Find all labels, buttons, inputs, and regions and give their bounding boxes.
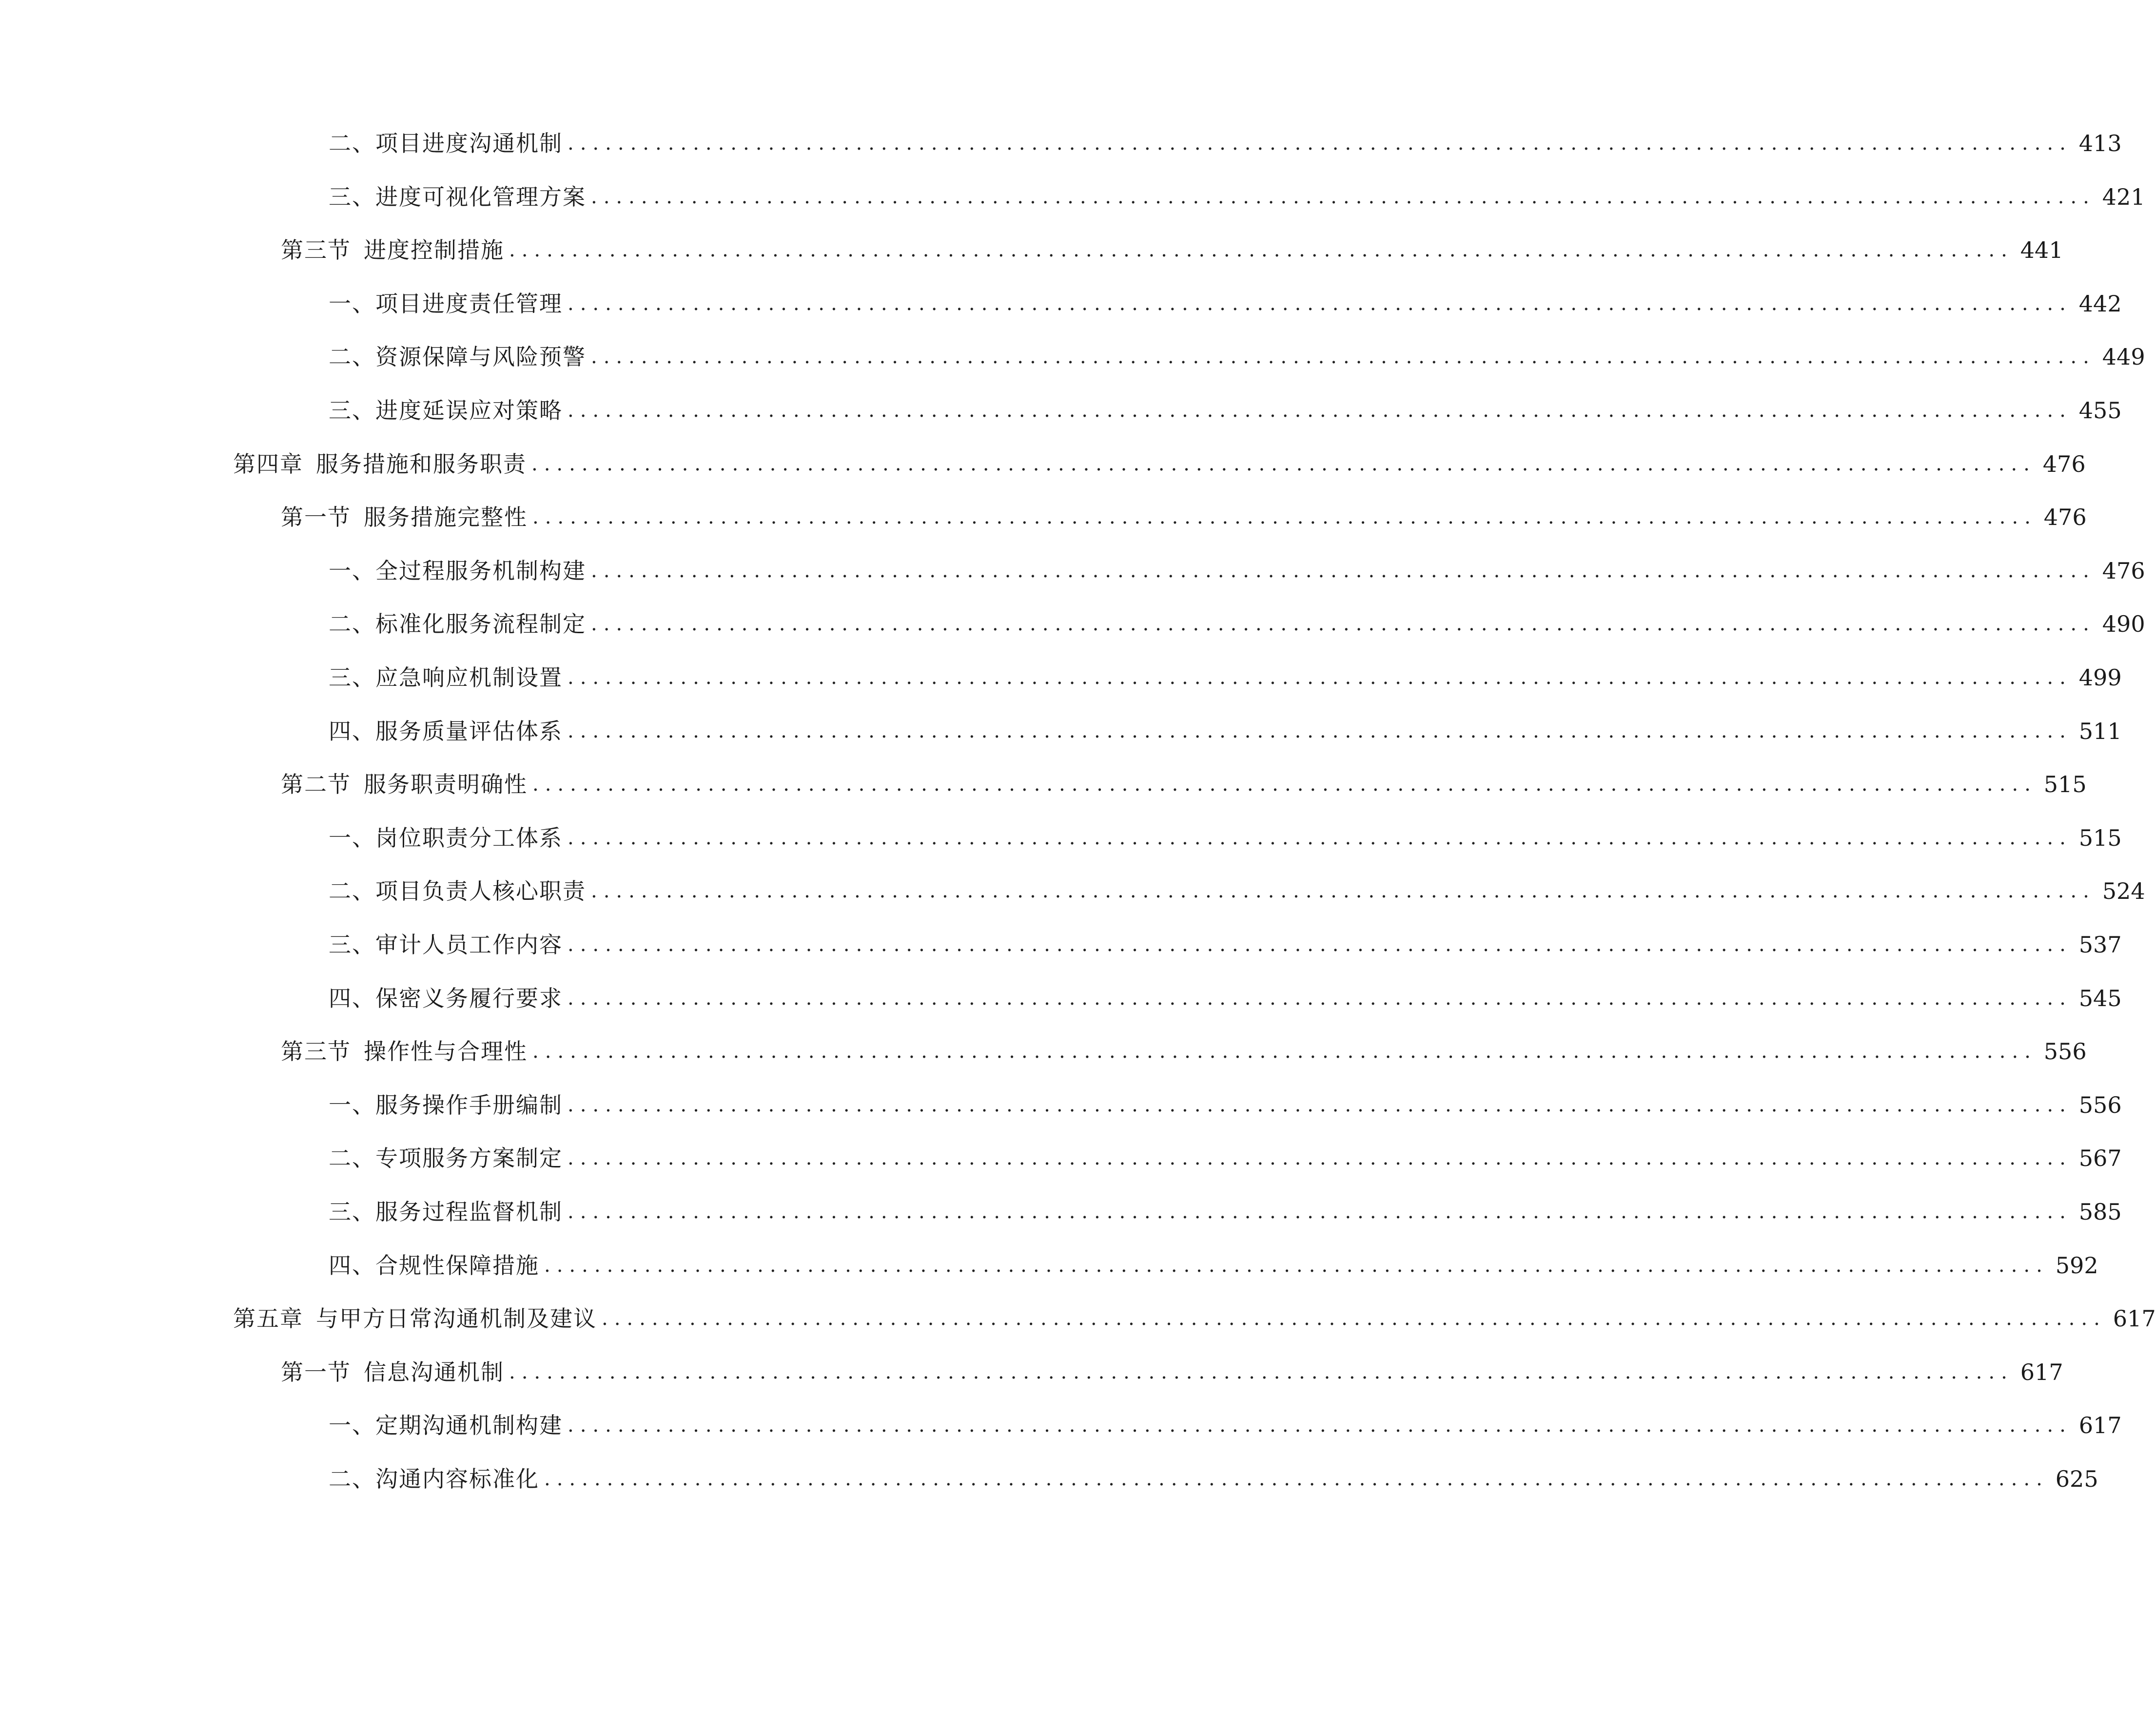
toc-entry-title: 信息沟通机制 (364, 1359, 504, 1385)
toc-entry-number: 二、 (329, 611, 375, 637)
toc-entry-number: 第二节 (281, 771, 351, 797)
toc-dot-leader: ........................................................................................................................ (544, 1468, 2049, 1490)
toc-dot-leader: ........................................................................................................................ (568, 666, 2072, 689)
toc-dot-leader: ........................................................................................................................ (591, 880, 2096, 902)
toc-entry-title: 服务操作手册编制 (375, 1092, 563, 1118)
toc-dot-leader: ........................................................................................................................ (568, 1094, 2072, 1116)
toc-entry[interactable] (0, 1246, 2098, 1285)
toc-entry-page: 617 (2078, 1412, 2122, 1438)
toc-entry-title: 服务措施和服务职责 (316, 451, 527, 477)
toc-entry[interactable] (0, 765, 2087, 804)
toc-entry-title: 进度可视化管理方案 (375, 184, 586, 210)
toc-dot-leader: ........................................................................................................................ (591, 186, 2096, 208)
toc-entry-number: 三、 (329, 664, 375, 691)
toc-entry-title: 专项服务方案制定 (375, 1145, 563, 1171)
toc-dot-leader: ........................................................................................................................ (568, 933, 2072, 956)
toc-entry[interactable] (0, 498, 2087, 537)
toc-dot-leader: ........................................................................................................................ (532, 1040, 2037, 1063)
toc-entry[interactable] (0, 1032, 2087, 1071)
toc-dot-leader: ........................................................................................................................ (568, 1147, 2072, 1169)
toc-entry-number: 三、 (329, 932, 375, 958)
toc-entry-title: 标准化服务流程制定 (375, 611, 586, 637)
toc-entry-page: 449 (2102, 344, 2145, 370)
toc-dot-leader: ........................................................................................................................ (532, 506, 2037, 528)
toc-dot-leader: ........................................................................................................................ (568, 292, 2072, 315)
toc-entry[interactable] (0, 872, 2145, 911)
toc-dot-leader: ........................................................................................................................ (591, 346, 2096, 368)
toc-entry-page: 413 (2078, 130, 2122, 156)
toc-entry[interactable] (0, 925, 2122, 964)
toc-entry-page: 625 (2055, 1466, 2098, 1492)
toc-dot-leader: ........................................................................................................................ (568, 987, 2072, 1010)
toc-entry[interactable] (0, 124, 2122, 163)
toc-dot-leader: ........................................................................................................................ (591, 613, 2096, 635)
toc-entry[interactable] (0, 1192, 2122, 1231)
toc-entry-page: 490 (2102, 611, 2145, 637)
toc-dot-leader: ........................................................................................................................ (568, 827, 2072, 849)
toc-entry-page: 545 (2078, 985, 2122, 1011)
toc-entry-title: 应急响应机制设置 (375, 664, 563, 691)
toc-entry-title: 全过程服务机制构建 (375, 558, 586, 584)
toc-entry-number: 一、 (329, 1092, 375, 1118)
toc-entry-number: 二、 (329, 344, 375, 370)
toc-entry-title: 项目进度沟通机制 (375, 130, 563, 156)
toc-entry-title: 服务职责明确性 (364, 771, 528, 797)
toc-entry[interactable] (0, 1086, 2122, 1125)
toc-dot-leader: ........................................................................................................................ (602, 1307, 2106, 1330)
toc-entry-title: 进度控制措施 (364, 237, 504, 263)
toc-entry-page: 537 (2078, 932, 2122, 958)
toc-entry-number: 一、 (329, 1412, 375, 1438)
toc-entry-title: 服务过程监督机制 (375, 1199, 563, 1225)
toc-entry-page: 585 (2078, 1199, 2122, 1225)
toc-entry-title: 与甲方日常沟通机制及建议 (316, 1305, 597, 1332)
toc-entry[interactable] (0, 551, 2145, 590)
toc-entry-page: 592 (2055, 1252, 2098, 1279)
toc-entry-title: 合规性保障措施 (375, 1252, 539, 1279)
toc-entry-page: 476 (2042, 451, 2086, 477)
toc-entry-page: 567 (2078, 1145, 2122, 1171)
toc-entry-page: 556 (2078, 1092, 2122, 1118)
toc-entry[interactable] (0, 1299, 2156, 1338)
toc-entry[interactable] (0, 818, 2122, 857)
toc-entry-number: 第三节 (281, 237, 351, 263)
toc-dot-leader: ........................................................................................................................ (531, 453, 2036, 475)
toc-entry-title: 操作性与合理性 (364, 1038, 528, 1065)
toc-entry-page: 524 (2102, 878, 2145, 904)
toc-entry[interactable] (0, 177, 2145, 216)
toc-entry-title: 项目负责人核心职责 (375, 878, 586, 904)
toc-entry-page: 617 (2020, 1359, 2063, 1385)
toc-entry-number: 第一节 (281, 1359, 351, 1385)
toc-dot-leader: ........................................................................................................................ (568, 1201, 2072, 1223)
toc-entry[interactable] (0, 1139, 2122, 1178)
toc-entry[interactable] (0, 658, 2122, 697)
toc-entry[interactable] (0, 445, 2086, 484)
toc-entry-number: 四、 (329, 985, 375, 1011)
toc-entry-number: 四、 (329, 1252, 375, 1279)
toc-entry-number: 二、 (329, 1145, 375, 1171)
toc-entry-page: 515 (2078, 825, 2122, 851)
toc-entry-number: 一、 (329, 558, 375, 584)
toc-entry-number: 一、 (329, 825, 375, 851)
toc-entry-page: 617 (2113, 1305, 2156, 1332)
toc-dot-leader: ........................................................................................................................ (532, 773, 2037, 796)
toc-entry-title: 资源保障与风险预警 (375, 344, 586, 370)
toc-dot-leader: ........................................................................................................................ (509, 239, 2014, 261)
toc-entry[interactable] (0, 712, 2122, 751)
toc-dot-leader: ........................................................................................................................ (568, 399, 2072, 422)
toc-entry-page: 421 (2102, 184, 2145, 210)
toc-entry[interactable] (0, 1459, 2098, 1498)
toc-entry-number: 一、 (329, 291, 375, 317)
toc-entry-page: 511 (2078, 718, 2122, 744)
toc-entry-page: 556 (2043, 1038, 2087, 1065)
toc-entry-title: 服务措施完整性 (364, 504, 528, 530)
toc-entry-number: 二、 (329, 130, 375, 156)
toc-entry-number: 三、 (329, 184, 375, 210)
toc-entry-number: 三、 (329, 397, 375, 424)
toc-entry-page: 441 (2020, 237, 2063, 263)
toc-entry-page: 476 (2043, 504, 2087, 530)
toc-entry-number: 三、 (329, 1199, 375, 1225)
toc-entry-page: 455 (2078, 397, 2122, 424)
toc-entry[interactable] (0, 231, 2063, 270)
toc-dot-leader: ........................................................................................................................ (544, 1254, 2049, 1277)
toc-entry-number: 第三节 (281, 1038, 351, 1065)
toc-entry-number: 第五章 (233, 1305, 303, 1332)
toc-entry-title: 岗位职责分工体系 (375, 825, 563, 851)
toc-entry-title: 沟通内容标准化 (375, 1466, 539, 1492)
toc-entry-title: 保密义务履行要求 (375, 985, 563, 1011)
toc-dot-leader: ........................................................................................................................ (568, 720, 2072, 742)
toc-entry[interactable] (0, 284, 2122, 323)
toc-entry-number: 第四章 (233, 451, 303, 477)
toc-entry-page: 515 (2043, 771, 2087, 797)
toc-entry-title: 服务质量评估体系 (375, 718, 563, 744)
toc-entry-title: 定期沟通机制构建 (375, 1412, 563, 1438)
toc-entry-title: 项目进度责任管理 (375, 291, 563, 317)
toc-entry-title: 审计人员工作内容 (375, 932, 563, 958)
toc-entry-number: 二、 (329, 1466, 375, 1492)
toc-entry[interactable] (0, 337, 2145, 376)
toc-entry-title: 进度延误应对策略 (375, 397, 563, 424)
toc-dot-leader: ........................................................................................................................ (568, 1414, 2072, 1437)
toc-dot-leader: ........................................................................................................................ (568, 132, 2072, 155)
toc-entry-page: 442 (2078, 291, 2122, 317)
toc-entry[interactable] (0, 1406, 2122, 1445)
toc-entry[interactable] (0, 1353, 2063, 1392)
toc-entry-page: 476 (2102, 558, 2145, 584)
toc-entry-number: 第一节 (281, 504, 351, 530)
toc-dot-leader: ........................................................................................................................ (591, 560, 2096, 582)
toc-entry-number: 二、 (329, 878, 375, 904)
toc-entry-number: 四、 (329, 718, 375, 744)
toc-entry[interactable] (0, 391, 2122, 430)
toc-entry[interactable] (0, 979, 2122, 1018)
toc-dot-leader: ........................................................................................................................ (509, 1361, 2014, 1383)
toc-entry[interactable] (0, 604, 2145, 643)
toc-entry-page: 499 (2078, 664, 2122, 691)
